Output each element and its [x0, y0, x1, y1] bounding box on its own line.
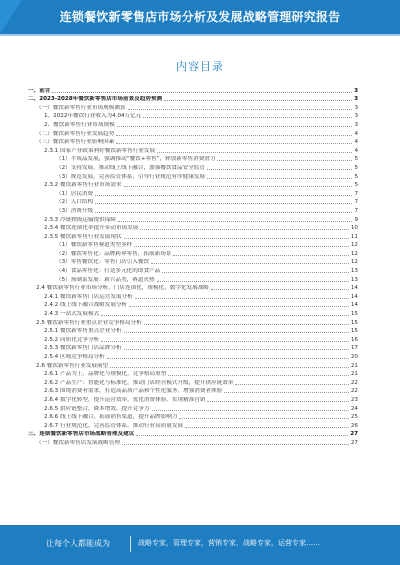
toc-entry[interactable]: [28, 215, 358, 224]
toc-leader-dots: [143, 116, 352, 118]
toc-entry[interactable]: [28, 241, 358, 250]
toc-entry-title: 2.6.5 供应链整合，降本增效，提升竞争力: [44, 405, 150, 412]
toc-leader-dots: [116, 142, 352, 144]
toc-entry-page: 21: [350, 362, 358, 369]
toc-entry-page: 4: [354, 139, 358, 146]
toc-entry[interactable]: [28, 120, 358, 129]
toc-entry[interactable]: [28, 206, 358, 215]
toc-entry-title: 2.5 餐饮新零售行业重点企业竞争格局分析: [36, 319, 142, 326]
toc-entry-page: 22: [350, 379, 358, 386]
toc-leader-dots: [101, 314, 349, 316]
toc-entry-title: 一、前言: [28, 87, 51, 94]
toc-entry-title: （一）餐饮新零售店发展战略管理: [36, 439, 120, 446]
toc-leader-dots: [207, 400, 348, 402]
toc-entry-page: 5: [354, 164, 358, 171]
toc-entry[interactable]: [28, 378, 358, 387]
toc-entry-page: 14: [350, 302, 358, 309]
toc-entry-page: 12: [350, 259, 358, 266]
toc-leader-dots: [207, 177, 352, 179]
toc-leader-dots: [124, 237, 349, 239]
report-title: 连锁餐饮新零售店市场分析及发展战略管理研究报告: [59, 10, 341, 24]
toc-leader-dots: [162, 271, 349, 273]
toc-entry-page: 3: [354, 104, 358, 111]
toc-entry-page: 23: [350, 396, 358, 403]
toc-entry-page: 12: [350, 250, 358, 257]
toc-entry-page: 4: [354, 147, 358, 154]
toc-entry-title: 2.6.7 行业规范化，完善监管体系，推动行业高质量发展: [44, 422, 184, 429]
toc-entry[interactable]: [28, 266, 358, 275]
toc-entry[interactable]: [28, 404, 358, 413]
toc-entry-title: 2.4.1 餐饮新零售门店运营发展分析: [44, 293, 133, 300]
header-divider: [0, 34, 400, 36]
toc-entry-page: 21: [350, 371, 358, 378]
page-footer: [0, 525, 400, 565]
toc-entry-page: 3: [354, 96, 358, 103]
toc-entry-title: 1、2022年餐饮行业收入为4.04万亿元: [44, 113, 142, 120]
toc-leader-dots: [157, 151, 352, 153]
toc-entry-title: 2.3.5 餐饮新零售行业发展现状: [44, 233, 122, 240]
toc-entry[interactable]: [28, 292, 358, 301]
toc-entry-page: 12: [350, 242, 358, 249]
toc-entry-page: 3: [354, 87, 358, 94]
toc-entry-page: 4: [354, 130, 358, 137]
toc-entry-title: （2）餐饮零售化：品牌跨界零售，拓展新场景: [56, 250, 172, 257]
toc-entry-title: （3）零售餐饮化：零售门店引入餐饮: [56, 259, 150, 266]
toc-entry-title: 三、连锁餐饮新零售店市场战略管理及建议: [28, 431, 135, 438]
toc-leader-dots: [144, 323, 349, 325]
toc-entry-title: 2.3.3 冷链物流运输提供保障: [44, 216, 116, 223]
toc-entry[interactable]: [28, 352, 358, 361]
toc-entry-page: 26: [350, 422, 358, 429]
toc-leader-dots: [117, 125, 353, 127]
toc-entry[interactable]: [28, 224, 358, 233]
toc-leader-dots: [134, 245, 349, 247]
toc-leader-dots: [135, 297, 349, 299]
toc-leader-dots: [152, 409, 349, 411]
toc-entry-title: （二）餐饮新零售行业发展趋势: [36, 130, 115, 137]
toc-entry-page: 7: [354, 207, 358, 214]
toc-leader-dots: [101, 340, 349, 342]
toc-leader-dots: [151, 262, 349, 264]
toc-entry-title: （2）支持发展，推动线上线下融合，加强餐饮食品安全监管: [56, 164, 205, 171]
toc-leader-dots: [110, 366, 349, 368]
toc-entry[interactable]: [28, 284, 358, 293]
toc-entry-title: 2.6.4 数字化转型，提升运营效率，优化消费体验，实现精准营销: [44, 396, 206, 403]
toc-leader-dots: [124, 185, 353, 187]
toc-entry-title: 二、2023-2028年餐饮新零售店市场前景及趋势预测: [28, 96, 163, 103]
toc-leader-dots: [136, 434, 348, 436]
toc-entry-page: 5: [354, 156, 358, 163]
toc-entry-title: 2.5.4 区域竞争格局分析: [44, 354, 105, 360]
toc-leader-dots: [207, 168, 352, 170]
toc-entry-title: （1）餐饮新零售赛道类型多样: [56, 242, 133, 249]
toc-entry-page: 3: [354, 121, 358, 128]
footer-roles: 战略专家，管理专家，营销专家，战略专家，运营专家……: [138, 539, 320, 547]
toc-entry-page: 14: [350, 293, 358, 300]
toc-leader-dots: [95, 211, 352, 213]
toc-entry-title: （1）半成品发展，强调推动“餐饮+零售”，释放新零售消费潜力: [56, 156, 216, 163]
toc-entry[interactable]: [28, 327, 358, 336]
toc-leader-dots: [168, 374, 349, 376]
toc-entry-title: 2.6 餐饮新零售行业发展展望: [36, 362, 109, 369]
toc-entry[interactable]: [28, 163, 358, 172]
toc-entry-page: 15: [350, 319, 358, 326]
toc-leader-dots: [122, 443, 349, 445]
toc-entry[interactable]: [28, 189, 358, 198]
toc-leader-dots: [140, 228, 349, 230]
toc-entry[interactable]: [28, 198, 358, 207]
toc-leader-dots: [129, 305, 349, 307]
toc-entry[interactable]: [28, 275, 358, 284]
toc-entry-page: 24: [350, 405, 358, 412]
toc-entry-title: （1）居民消费: [56, 190, 94, 197]
toc-entry-title: 2.5.2 同质化竞争分析: [44, 336, 100, 343]
toc-title: 内容目录: [176, 60, 224, 73]
toc-entry[interactable]: [28, 258, 358, 267]
footer-slogan: 让每个人都能成为: [46, 539, 110, 548]
toc-entry[interactable]: [28, 129, 358, 138]
toc-entry[interactable]: [28, 430, 358, 439]
toc-entry-page: 17: [350, 345, 358, 352]
toc-entry-title: 2.4.2 线上线下融合战略发展分析: [44, 302, 128, 309]
toc-entry-title: 2.3.4 餐饮连锁化率提升带动市场发展: [44, 225, 139, 232]
toc-entry-title: （三）餐饮新零售行业影响因素: [36, 139, 115, 146]
toc-entry[interactable]: [28, 112, 358, 121]
toc-leader-dots: [173, 254, 348, 256]
toc-entry[interactable]: [28, 413, 358, 422]
toc-entry-title: （4）食品零售化：打造多元化的即食产品: [56, 268, 161, 275]
toc-entry-title: 2.5.3 餐饮新零售门店品牌分析: [44, 345, 122, 352]
toc-entry[interactable]: [28, 335, 358, 344]
toc-leader-dots: [52, 91, 352, 93]
toc-leader-dots: [224, 391, 349, 393]
toc-entry-title: 2.4.3 一站式发展模式: [44, 311, 100, 318]
toc-entry[interactable]: [28, 301, 358, 310]
toc-entry-page: 7: [354, 190, 358, 197]
toc-entry[interactable]: [28, 146, 358, 155]
toc-entry[interactable]: [28, 86, 358, 95]
report-header: [0, 0, 400, 34]
toc-entry[interactable]: [28, 181, 358, 190]
toc-entry-title: 2.3.1 国家产业政策利好餐饮新零售行业发展: [44, 147, 156, 154]
toc-leader-dots: [164, 99, 352, 101]
toc-leader-dots: [128, 108, 353, 110]
toc-entry-title: （5）预制菜发展：新兴品类，赛道火热: [56, 276, 155, 283]
toc-entry-title: （2）人口结构: [56, 199, 94, 206]
toc-entry[interactable]: [28, 318, 358, 327]
toc-leader-dots: [217, 159, 352, 161]
toc-entry-page: 14: [350, 285, 358, 292]
toc-leader-dots: [235, 383, 348, 385]
toc-entry-page: 25: [350, 414, 358, 421]
toc-entry-page: 15: [350, 328, 358, 335]
footer-divider: [130, 536, 131, 552]
toc-entry-title: 2.4 餐饮新零售行业市场分析，门店连锁化，规模化、数字化发展战略: [36, 285, 209, 292]
toc-leader-dots: [118, 220, 352, 222]
toc-entry[interactable]: [28, 344, 358, 353]
toc-entry[interactable]: [28, 395, 358, 404]
toc-entry[interactable]: [28, 232, 358, 241]
toc-entry-page: 16: [350, 336, 358, 343]
toc-entry[interactable]: [28, 309, 358, 318]
toc-entry[interactable]: [28, 361, 358, 370]
toc-leader-dots: [95, 202, 352, 204]
toc-leader-dots: [124, 348, 349, 350]
toc-entry-page: 7: [354, 199, 358, 206]
toc-entry-page: 9: [354, 216, 358, 223]
toc-entry-title: （3）消费升级: [56, 207, 94, 214]
toc-leader-dots: [107, 357, 349, 359]
table-of-contents: [28, 86, 358, 447]
toc-entry-title: 2.6.1 产品为王，品牌化与规模化，竞争格局重塑: [44, 371, 167, 378]
toc-entry-page: 3: [354, 113, 358, 120]
toc-entry-page: 5: [354, 173, 358, 180]
toc-entry-page: 5: [354, 182, 358, 189]
toc-leader-dots: [157, 280, 349, 282]
toc-entry-page: 27: [350, 431, 358, 438]
toc-entry[interactable]: [28, 387, 358, 396]
toc-entry-title: 2、餐饮新零售行业市场规模: [44, 121, 115, 128]
toc-entry-page: 27: [350, 439, 358, 446]
toc-leader-dots: [124, 331, 349, 333]
toc-entry[interactable]: [28, 155, 358, 164]
toc-entry-page: 15: [350, 311, 358, 318]
toc-entry[interactable]: [28, 421, 358, 430]
toc-entry-page: 20: [350, 354, 358, 360]
toc-entry-title: （3）规范发展，完善监管体系，引导行业规范有序健康发展: [56, 173, 205, 180]
toc-entry-title: 2.5.1 餐饮新零售重点企业分析: [44, 328, 122, 335]
toc-entry-title: 2.6.3 围绕消费者需求，打造高品质产品和个性化服务，增强消费者体验: [44, 388, 223, 395]
toc-leader-dots: [211, 288, 349, 290]
toc-leader-dots: [116, 134, 352, 136]
toc-entry-page: 10: [350, 225, 358, 232]
toc-entry-page: 11: [350, 233, 358, 240]
toc-entry[interactable]: [28, 172, 358, 181]
toc-leader-dots: [185, 426, 349, 428]
toc-entry[interactable]: [28, 370, 358, 379]
toc-entry-title: 2.3.2 餐饮新零售行业市场需求: [44, 182, 122, 189]
toc-entry-title: 2.6.2 产品生产：智能化与标准化，推动门店经营模式升级，提升供应链效率: [44, 379, 234, 386]
toc-entry[interactable]: [28, 249, 358, 258]
toc-entry[interactable]: [28, 103, 358, 112]
toc-entry[interactable]: [28, 438, 358, 447]
toc-leader-dots: [179, 417, 348, 419]
toc-leader-dots: [95, 194, 352, 196]
toc-entry-page: 13: [350, 276, 358, 283]
toc-entry-title: （一）餐饮新零售行业市场规模测算: [36, 104, 126, 111]
toc-entry-title: 2.6.6 线上线下融合，拓展销售渠道，提升品牌影响力: [44, 414, 178, 421]
toc-entry-page: 22: [350, 388, 358, 395]
toc-entry[interactable]: [28, 138, 358, 147]
toc-entry-page: 13: [350, 268, 358, 275]
toc-entry[interactable]: [28, 95, 358, 104]
